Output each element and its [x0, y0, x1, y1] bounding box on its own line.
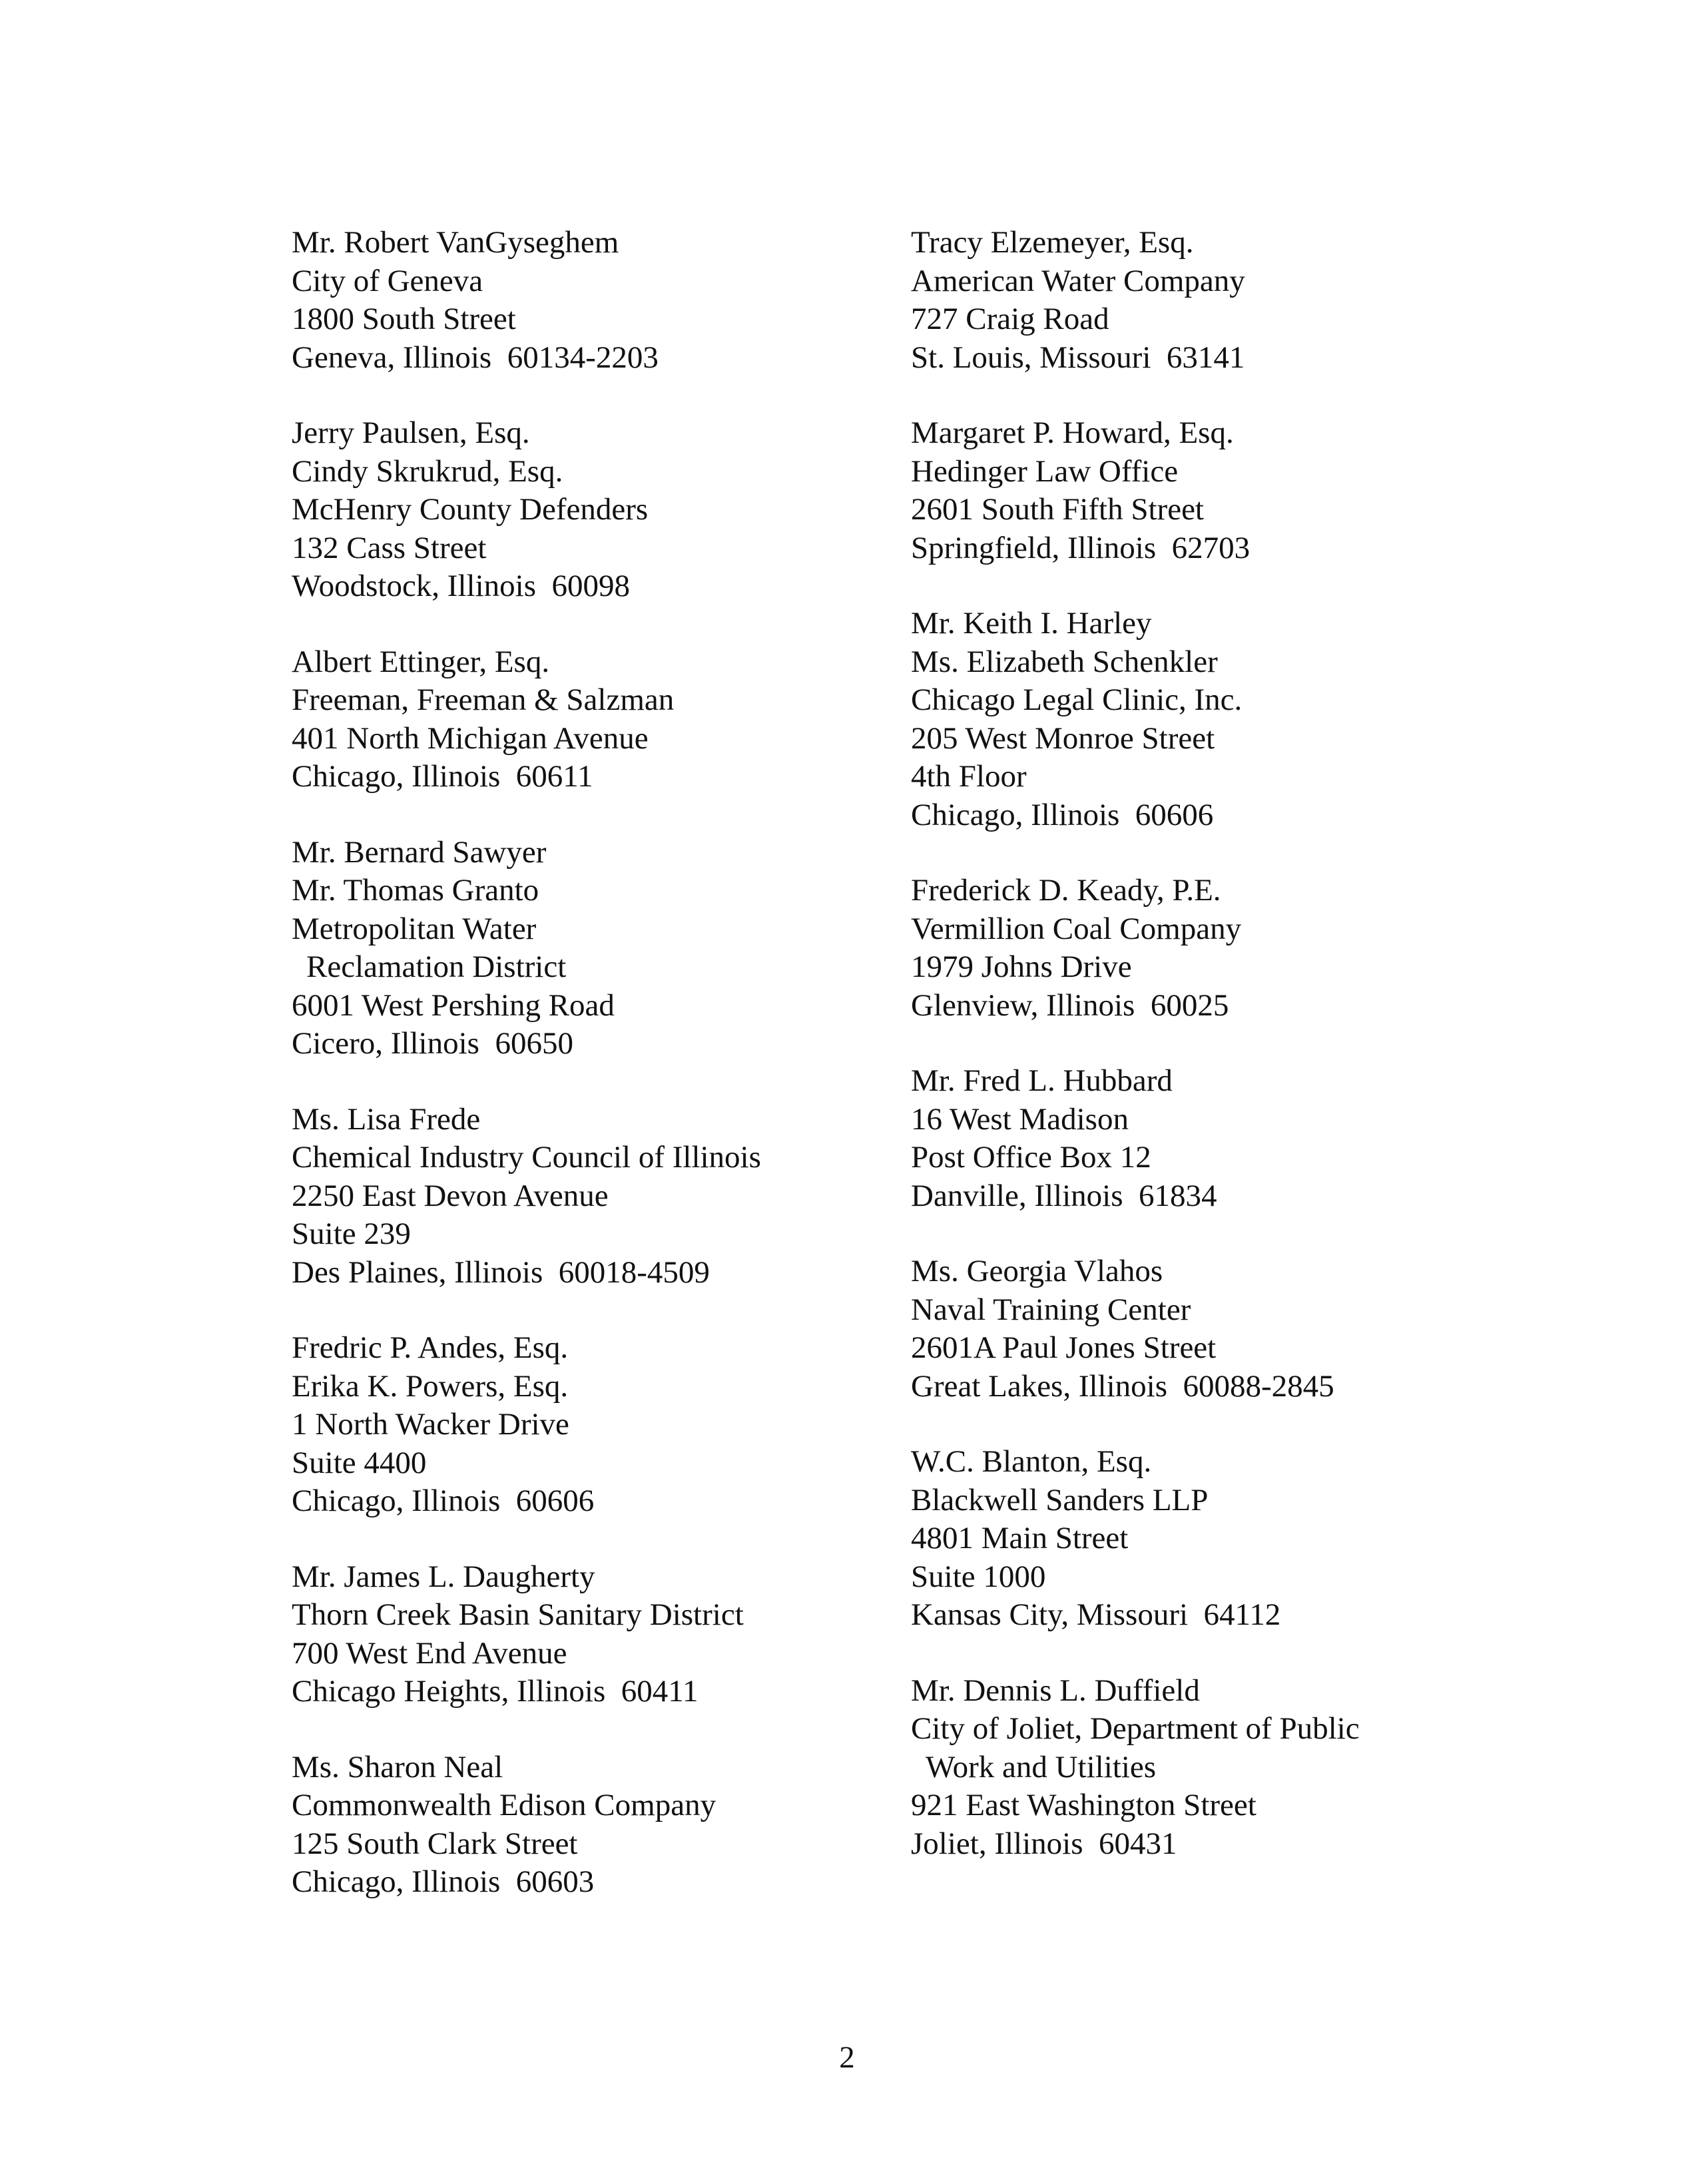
address-line: Hedinger Law Office: [911, 453, 1179, 489]
address-line: Metropolitan Water: [292, 911, 537, 946]
address-line: Mr. Fred L. Hubbard: [911, 1063, 1173, 1098]
address-line: 1979 Johns Drive: [911, 950, 1132, 984]
address-line: Chicago, Illinois 60606: [911, 797, 1214, 832]
address-line: Erika K. Powers, Esq.: [292, 1368, 569, 1404]
address-line: Mr. Thomas Granto: [292, 873, 539, 908]
address-line: Blackwell Sanders LLP: [911, 1482, 1209, 1517]
address-line: Chicago, Illinois 60606: [292, 1484, 595, 1518]
address-block: [292, 224, 931, 377]
address-block: [292, 1749, 931, 1902]
address-line: Suite 1000: [911, 1559, 1046, 1594]
address-line: Ms. Lisa Frede: [292, 1101, 481, 1137]
address-line: Vermillion Coal Company: [911, 911, 1242, 946]
address-line: 4801 Main Street: [911, 1521, 1129, 1555]
address-line: 132 Cass Street: [292, 530, 487, 565]
address-line: Glenview, Illinois 60025: [911, 987, 1229, 1023]
address-line: Thorn Creek Basin Sanitary District: [292, 1597, 744, 1632]
address-block: [292, 1558, 931, 1711]
address-line: Danville, Illinois 61834: [911, 1178, 1217, 1213]
address-line: Des Plaines, Illinois 60018-4509: [292, 1254, 710, 1290]
address-line: Naval Training Center: [911, 1292, 1191, 1327]
address-block: [911, 1672, 1550, 1864]
address-line: Geneva, Illinois 60134-2203: [292, 340, 659, 375]
address-line: Chicago Legal Clinic, Inc.: [911, 682, 1243, 717]
address-line: Ms. Georgia Vlahos: [911, 1254, 1163, 1288]
address-line: 6001 West Pershing Road: [292, 987, 615, 1023]
address-line: Frederick D. Keady, P.E.: [911, 873, 1221, 908]
address-line: Work and Utilities: [926, 1749, 1157, 1784]
address-line: Margaret P. Howard, Esq.: [911, 415, 1234, 450]
address-line: Chicago Heights, Illinois 60411: [292, 1674, 699, 1709]
address-block: [911, 872, 1550, 1025]
address-line: McHenry County Defenders: [292, 492, 649, 527]
address-line: Ms. Elizabeth Schenkler: [911, 644, 1218, 679]
address-line: Joliet, Illinois 60431: [911, 1826, 1177, 1861]
address-block: [911, 1062, 1550, 1215]
address-line: Great Lakes, Illinois 60088-2845: [911, 1368, 1334, 1404]
address-line: 921 East Washington Street: [911, 1788, 1257, 1822]
address-line: 1800 South Street: [292, 302, 516, 336]
address-line: Mr. Robert VanGyseghem: [292, 225, 619, 260]
address-line: 16 West Madison: [911, 1101, 1129, 1137]
address-line: 2601A Paul Jones Street: [911, 1330, 1217, 1365]
address-line: Freeman, Freeman & Salzman: [292, 682, 675, 717]
address-block: [911, 414, 1550, 567]
address-line: Chemical Industry Council of Illinois: [292, 1140, 761, 1175]
address-line: Albert Ettinger, Esq.: [292, 644, 550, 679]
address-line: 4th Floor: [911, 759, 1027, 794]
address-block: [292, 414, 931, 606]
address-line: Chicago, Illinois 60603: [292, 1864, 595, 1899]
address-block: [292, 1101, 931, 1292]
address-line: Woodstock, Illinois 60098: [292, 569, 630, 603]
address-line: 700 West End Avenue: [292, 1635, 567, 1671]
service-list-left-column: [292, 224, 931, 1939]
address-line: Ms. Sharon Neal: [292, 1749, 503, 1784]
address-line: 205 West Monroe Street: [911, 720, 1215, 756]
address-line: St. Louis, Missouri 63141: [911, 340, 1245, 375]
address-line: Jerry Paulsen, Esq.: [292, 415, 530, 450]
address-block: [911, 1443, 1550, 1635]
address-line: City of Joliet, Department of Public: [911, 1711, 1360, 1746]
address-line: Fredric P. Andes, Esq.: [292, 1330, 569, 1365]
address-line: Cindy Skrukrud, Esq.: [292, 453, 563, 489]
address-line: Mr. Dennis L. Duffield: [911, 1673, 1200, 1708]
address-line: American Water Company: [911, 263, 1245, 298]
address-line: 727 Craig Road: [911, 302, 1109, 336]
address-block: [292, 643, 931, 796]
address-line: Mr. James L. Daugherty: [292, 1559, 595, 1594]
service-list-right-column: [911, 224, 1550, 1900]
page-number: 2: [839, 2040, 855, 2075]
address-line: Post Office Box 12: [911, 1140, 1151, 1175]
address-block: [292, 1329, 931, 1521]
address-line: 401 North Michigan Avenue: [292, 720, 649, 756]
address-line: Suite 4400: [292, 1445, 427, 1480]
address-line: 1 North Wacker Drive: [292, 1407, 569, 1442]
address-block: [292, 834, 931, 1063]
address-line: Cicero, Illinois 60650: [292, 1026, 573, 1061]
address-line: 125 South Clark Street: [292, 1826, 578, 1861]
address-line: Mr. Keith I. Harley: [911, 606, 1152, 641]
address-block: [911, 1252, 1550, 1406]
address-line: Tracy Elzemeyer, Esq.: [911, 225, 1194, 260]
address-line: Kansas City, Missouri 64112: [911, 1597, 1281, 1632]
address-line: City of Geneva: [292, 263, 483, 298]
address-line: Reclamation District: [306, 950, 567, 984]
address-line: Suite 239: [292, 1217, 411, 1251]
address-block: [911, 605, 1550, 834]
address-block: [911, 224, 1550, 377]
address-line: 2250 East Devon Avenue: [292, 1178, 609, 1213]
address-line: Mr. Bernard Sawyer: [292, 834, 547, 870]
address-line: 2601 South Fifth Street: [911, 492, 1204, 527]
address-line: W.C. Blanton, Esq.: [911, 1444, 1152, 1479]
address-line: Chicago, Illinois 60611: [292, 759, 593, 794]
address-line: Commonwealth Edison Company: [292, 1788, 716, 1822]
address-line: Springfield, Illinois 62703: [911, 530, 1251, 565]
